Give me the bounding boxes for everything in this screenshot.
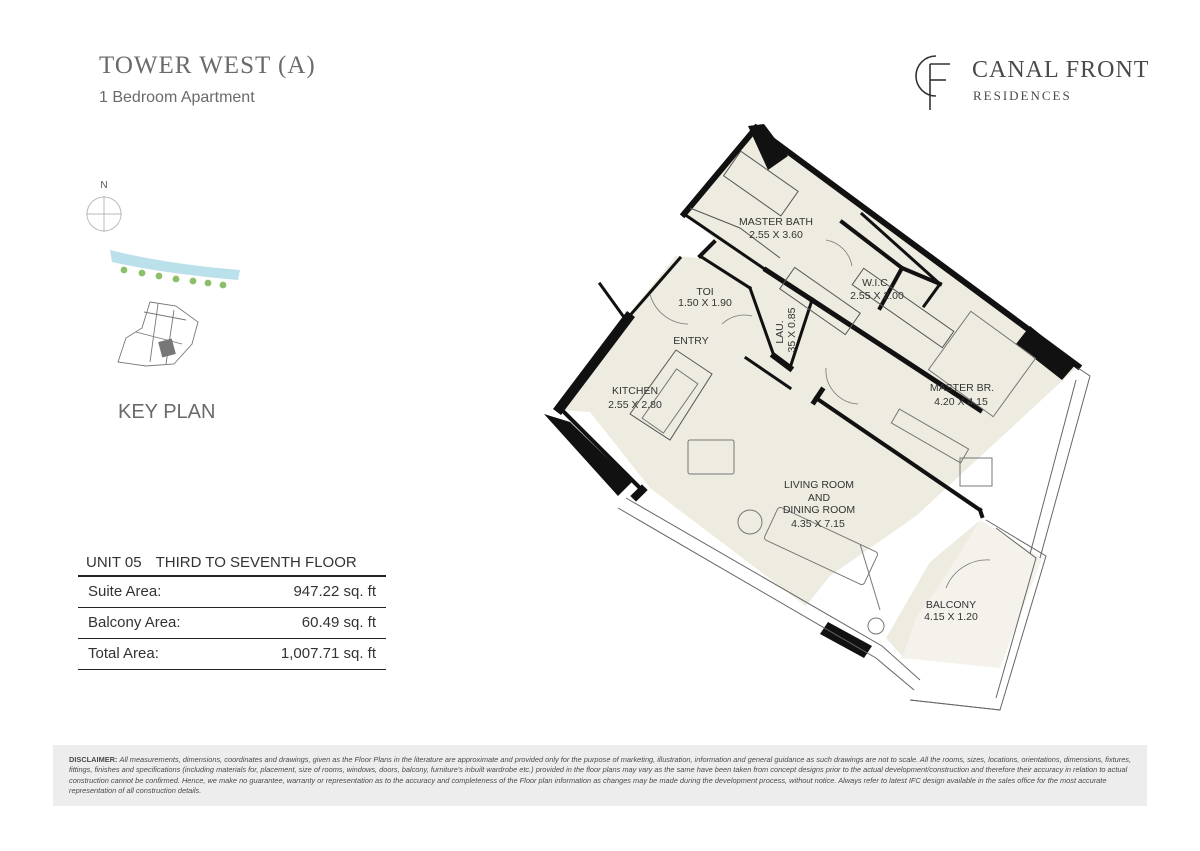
room-living-size: 4.35 X 7.15	[791, 518, 845, 530]
brand-logo	[906, 50, 1166, 112]
room-master-br-name: MASTER BR.	[929, 382, 995, 394]
key-plan-label: KEY PLAN	[118, 401, 216, 423]
row-label: Total Area:	[88, 645, 159, 662]
apartment-type: 1 Bedroom Apartment	[99, 89, 255, 106]
room-balcony-name: BALCONY	[925, 599, 977, 611]
room-living-line2: AND	[807, 492, 831, 504]
page-title: TOWER WEST (A)	[99, 52, 316, 79]
room-toi-size: 1.50 X 1.90	[678, 297, 732, 309]
floor-range: THIRD TO SEVENTH FLOOR	[155, 554, 357, 571]
key-plan-drawing	[106, 240, 246, 380]
row-label: Balcony Area:	[88, 614, 181, 631]
room-master-bath-size: 2.55 X 3.60	[749, 229, 803, 241]
table-row	[78, 608, 386, 639]
room-living-line1: LIVING ROOM	[783, 479, 855, 491]
room-kitchen-name: KITCHEN	[611, 385, 659, 397]
building-outline	[118, 302, 198, 366]
disclaimer	[53, 745, 1147, 806]
room-living-line3: DINING ROOM	[782, 504, 856, 516]
row-value: 947.22 sq. ft	[293, 583, 376, 600]
compass-icon	[84, 194, 124, 234]
area-table	[78, 554, 386, 670]
row-label: Suite Area:	[88, 583, 162, 600]
room-lau-size: 35 X 0.85	[786, 307, 798, 353]
disclaimer-text: All measurements, dimensions, coordinates and drawings, given as the Floor Plans in the literature are approximate and provided only for the purpose of marketing, illustration, information and general guidance as such drawings are not to scale. All the rooms, sizes, locations, orientations, dimensions, fixtures, fittings, finishes and specifications (including materials for, placement, size of rooms, windows, doors, balcony, furniture's inbuilt wardrobe etc.) provided in the floor plans may vary as the same have been taken from concept designs prior to the actual development/construction and therefore their accuracy in relation to actual construction cannot be confirmed. Hence, we make no guarantee, warranty or representation as to the accuracy and completeness of the Floor plan information as changes may be made during the development process, without notice. Always refer to latest IFC design available in the sales office for the most accurate representation of all construction details.	[69, 755, 1132, 795]
table-row	[78, 639, 386, 670]
room-wic-name: W.I.C	[862, 277, 888, 289]
room-entry-name: ENTRY	[673, 335, 709, 347]
row-value: 1,007.71 sq. ft	[280, 645, 376, 662]
unit-number: UNIT 05	[86, 554, 142, 571]
north-label: N	[100, 180, 108, 191]
cf-monogram-icon	[906, 50, 962, 112]
room-kitchen-size: 2.55 X 2.80	[608, 399, 662, 411]
floor-plan	[530, 118, 1100, 718]
room-master-bath-name: MASTER BATH	[739, 216, 813, 228]
brand-name: CANAL FRONT	[972, 57, 1150, 83]
canal-water	[110, 250, 240, 280]
room-toi-name: TOI	[696, 286, 714, 298]
room-wic-size: 2.55 X 2.00	[850, 290, 904, 302]
room-lau-name: LAU.	[774, 320, 786, 344]
disclaimer-label: DISCLAIMER:	[69, 755, 118, 764]
room-balcony-size: 4.15 X 1.20	[924, 611, 978, 623]
brand-subtitle: RESIDENCES	[973, 88, 1072, 103]
room-master-br-size: 4.20 X 4.15	[934, 396, 988, 408]
area-table-header	[78, 554, 386, 577]
north-compass	[84, 180, 124, 240]
row-value: 60.49 sq. ft	[301, 614, 376, 631]
table-row	[78, 577, 386, 608]
